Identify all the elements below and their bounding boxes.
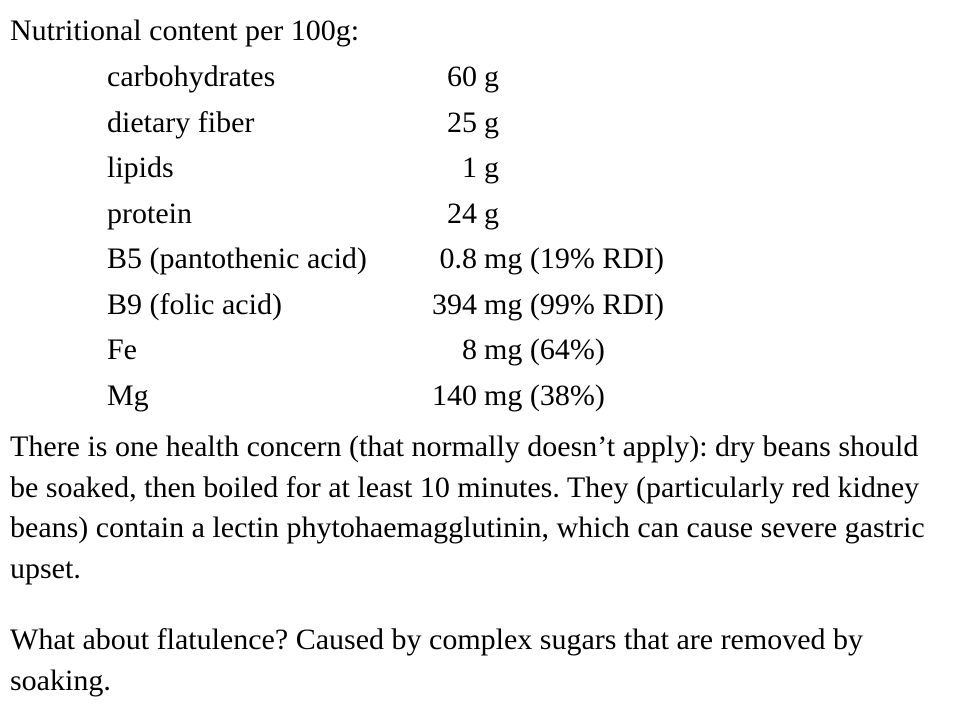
nutrient-amount: 25 bbox=[447, 105, 477, 139]
nutrient-amount: 8 bbox=[462, 333, 477, 366]
nutrient-unit: mg (64%) bbox=[484, 333, 605, 366]
nutrient-name: protein bbox=[107, 196, 192, 230]
nutrient-name: lipids bbox=[107, 151, 174, 184]
nutrient-name: dietary fiber bbox=[107, 105, 255, 139]
nutrient-unit: g bbox=[484, 151, 499, 184]
nutrient-amount: 60 bbox=[447, 60, 477, 93]
nutrient-unit: mg (99% RDI) bbox=[484, 287, 664, 321]
flatulence-paragraph: What about flatulence? Caused by complex sugars that are removed by soaking. bbox=[10, 623, 864, 697]
nutrient-name: carbohydrates bbox=[107, 60, 276, 93]
nutrient-unit: g bbox=[484, 105, 499, 139]
nutrient-amount: 1 bbox=[462, 151, 477, 184]
nutrient-unit: g bbox=[484, 60, 499, 93]
health-concern-paragraph: There is one health concern (that normally doesn’t apply): dry beans should be soaked, then boiled for at least 10 minutes. They (particularly red kidney beans) contain a lectin phytohaemagglutinin, which can cause severe gastric upset. bbox=[10, 430, 925, 585]
nutrient-amount: 394 bbox=[432, 287, 477, 321]
nutrient-unit: mg (38%) bbox=[484, 378, 605, 412]
nutrient-amount: 140 bbox=[432, 378, 477, 412]
nutrient-name: Fe bbox=[107, 333, 137, 366]
nutrient-unit: g bbox=[484, 196, 499, 230]
nutrient-name: B5 (pantothenic acid) bbox=[107, 242, 367, 275]
section-heading: Nutritional content per 100g: bbox=[10, 14, 360, 47]
nutrient-amount: 24 bbox=[447, 196, 477, 230]
nutrient-name: Mg bbox=[107, 378, 149, 412]
nutrient-amount: 0.8 bbox=[439, 242, 477, 275]
nutrient-name: B9 (folic acid) bbox=[107, 287, 282, 321]
nutrient-unit: mg (19% RDI) bbox=[484, 242, 664, 275]
